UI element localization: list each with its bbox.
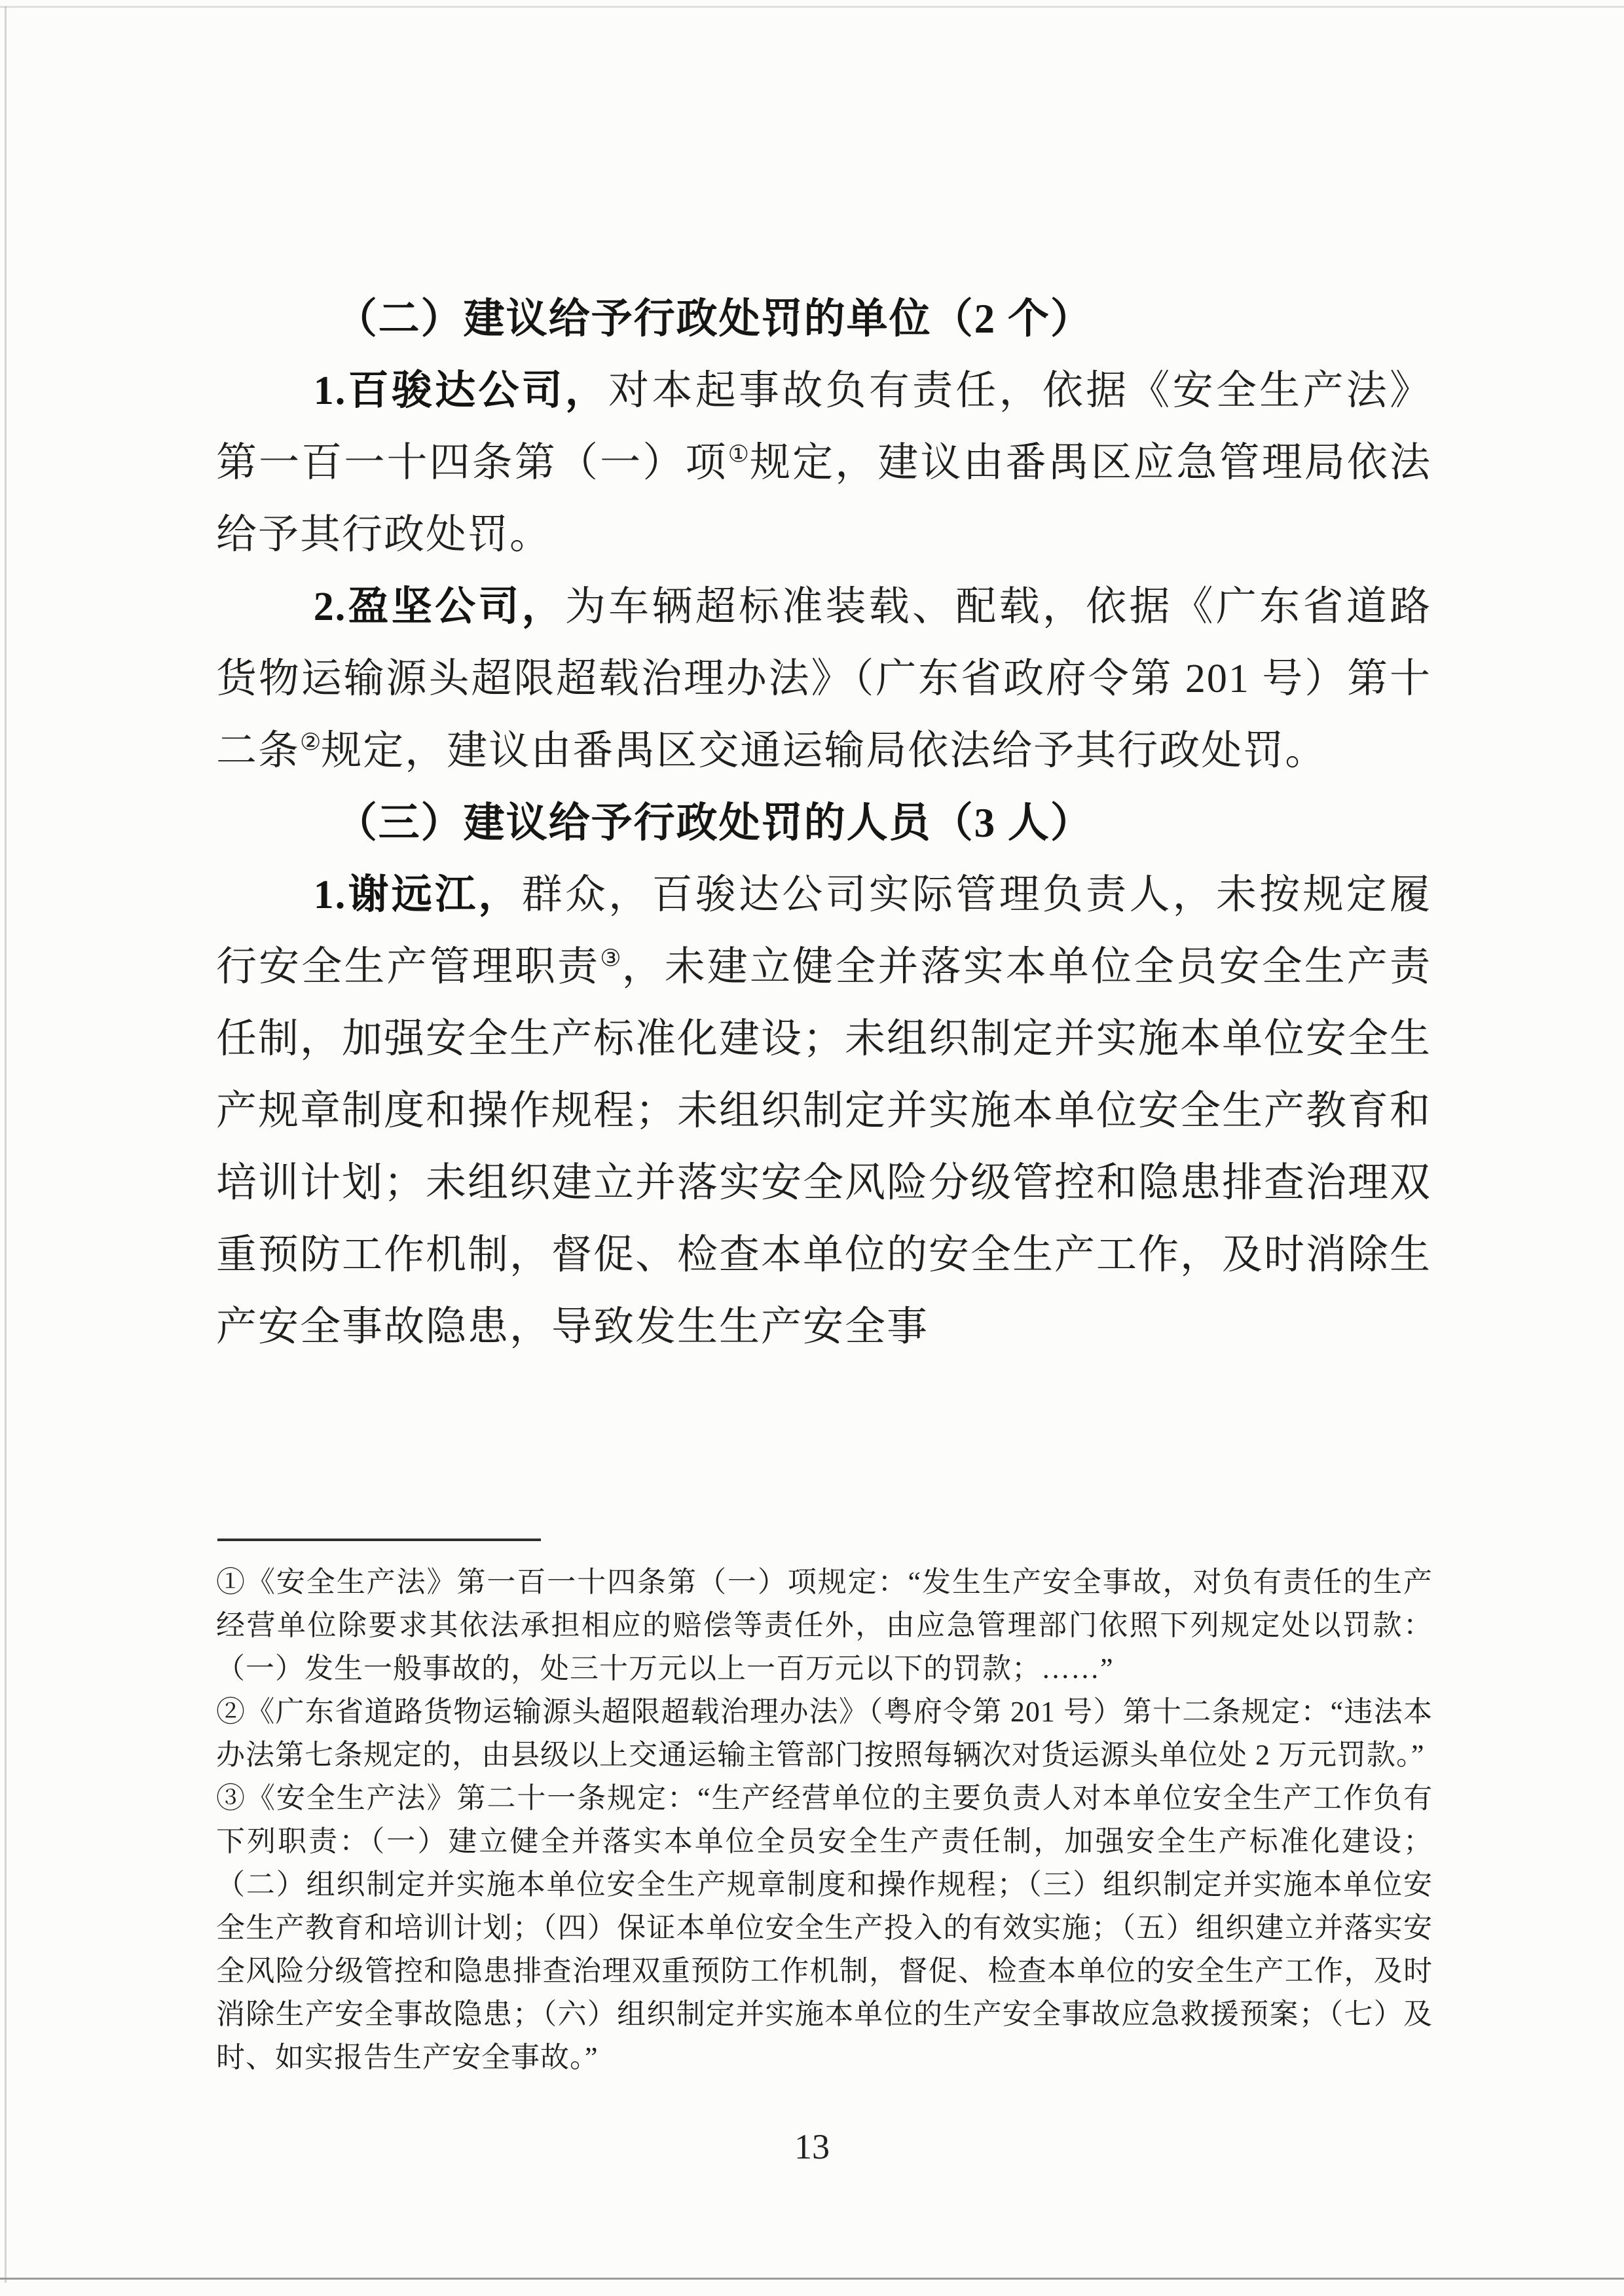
scan-edge-top (0, 6, 1624, 8)
section-heading: （三）建议给予行政处罚的人员（3 人） (335, 800, 1093, 846)
body-paragraph (216, 571, 1431, 787)
page-number: 13 (794, 2127, 830, 2166)
text-run: 群众，百骏达公司实际管理负责人，未按规定履行安全生产管理职责 (216, 873, 1431, 989)
footnote-item (216, 1561, 1433, 1690)
text-run: 规定，建议由番禺区交通运输局依法给予其行政处罚。 (321, 729, 1327, 773)
footnote-text: 《安全生产法》第二十一条规定：“生产经营单位的主要负责人对本单位安全生产工作负有下列职责：（一）建立健全并落实本单位全员安全生产责任制，加强安全生产标准化建设；（二）组织制定并实施本单位安全生产规章制度和操作规程；（三）组织制定并实施本单位安全生产教育和培训计划；（四）保证本单位安全生产投入的有效实施；（五）组织建立并落实安全风险分级管控和隐患排查治理双重预防工作机制，督促、检查本单位的安全生产工作，及时消除生产安全事故隐患；（六）组织制定并实施本单位的生产安全事故应急救援预案；（七）及时、如实报告生产安全事故。” (216, 1782, 1433, 2073)
footnote-ref: ③ (600, 945, 622, 972)
section-heading: （二）建议给予行政处罚的单位（2 个） (335, 296, 1093, 342)
footnote-divider (217, 1539, 541, 1541)
text-run: 1.谢远江， (313, 873, 522, 917)
text-run: 2.盈坚公司， (313, 585, 565, 629)
text-run: ，未建立健全并落实本单位全员安全生产责任制，加强安全生产标准化建设；未组织制定并实施本单位安全生产规章制度和操作规程；未组织制定并实施本单位安全生产教育和培训计划；未组织建立并落实安全风险分级管控和隐患排查治理双重预防工作机制，督促、检查本单位的安全生产工作，及时消除生产安全事故隐患，导致发生生产安全事 (216, 945, 1432, 1349)
scan-edge-left (5, 7, 7, 2283)
text-run: 规定，建议由番禺区应急管理局依法给予其行政处罚。 (216, 441, 1431, 557)
footnote-ref: ② (300, 729, 322, 756)
text-run: 1.百骏达公司， (313, 369, 609, 413)
text-run: 为车辆超标准装载、配载，依据《广东省道路货物运输源头超限超载治理办法》（广东省政府令第 201 号）第十二条 (216, 585, 1431, 773)
footnote-ref: ① (728, 441, 750, 467)
footnotes-list (216, 1561, 1433, 2079)
footnote-item (216, 1690, 1433, 1777)
body-paragraph (216, 859, 1431, 1363)
document-body (216, 283, 1431, 1363)
scan-edge-bottom (0, 2278, 1624, 2280)
body-paragraph (216, 355, 1431, 571)
footnote-marker: ② (216, 1696, 246, 1728)
footnotes-section (216, 1539, 1433, 2079)
text-run: 对本起事故负有责任，依据《安全生产法》第一百一十四条第（一）项 (216, 369, 1431, 485)
footnote-text: 《安全生产法》第一百一十四条第（一）项规定：“发生生产安全事故，对负有责任的生产经营单位除要求其依法承担相应的赔偿等责任外，由应急管理部门依照下列规定处以罚款：（一）发生一般事故的，处三十万元以上一百万元以下的罚款；……” (216, 1566, 1433, 1685)
footnote-marker: ① (216, 1566, 246, 1598)
footnote-text: 《广东省道路货物运输源头超限超载治理办法》（粤府令第 201 号）第十二条规定：“违法本办法第七条规定的，由县级以上交通运输主管部门按照每辆次对货运源头单位处 2 万元罚款。” (216, 1696, 1433, 1771)
footnote-marker: ③ (216, 1782, 246, 1814)
footnote-item (216, 1777, 1433, 2079)
